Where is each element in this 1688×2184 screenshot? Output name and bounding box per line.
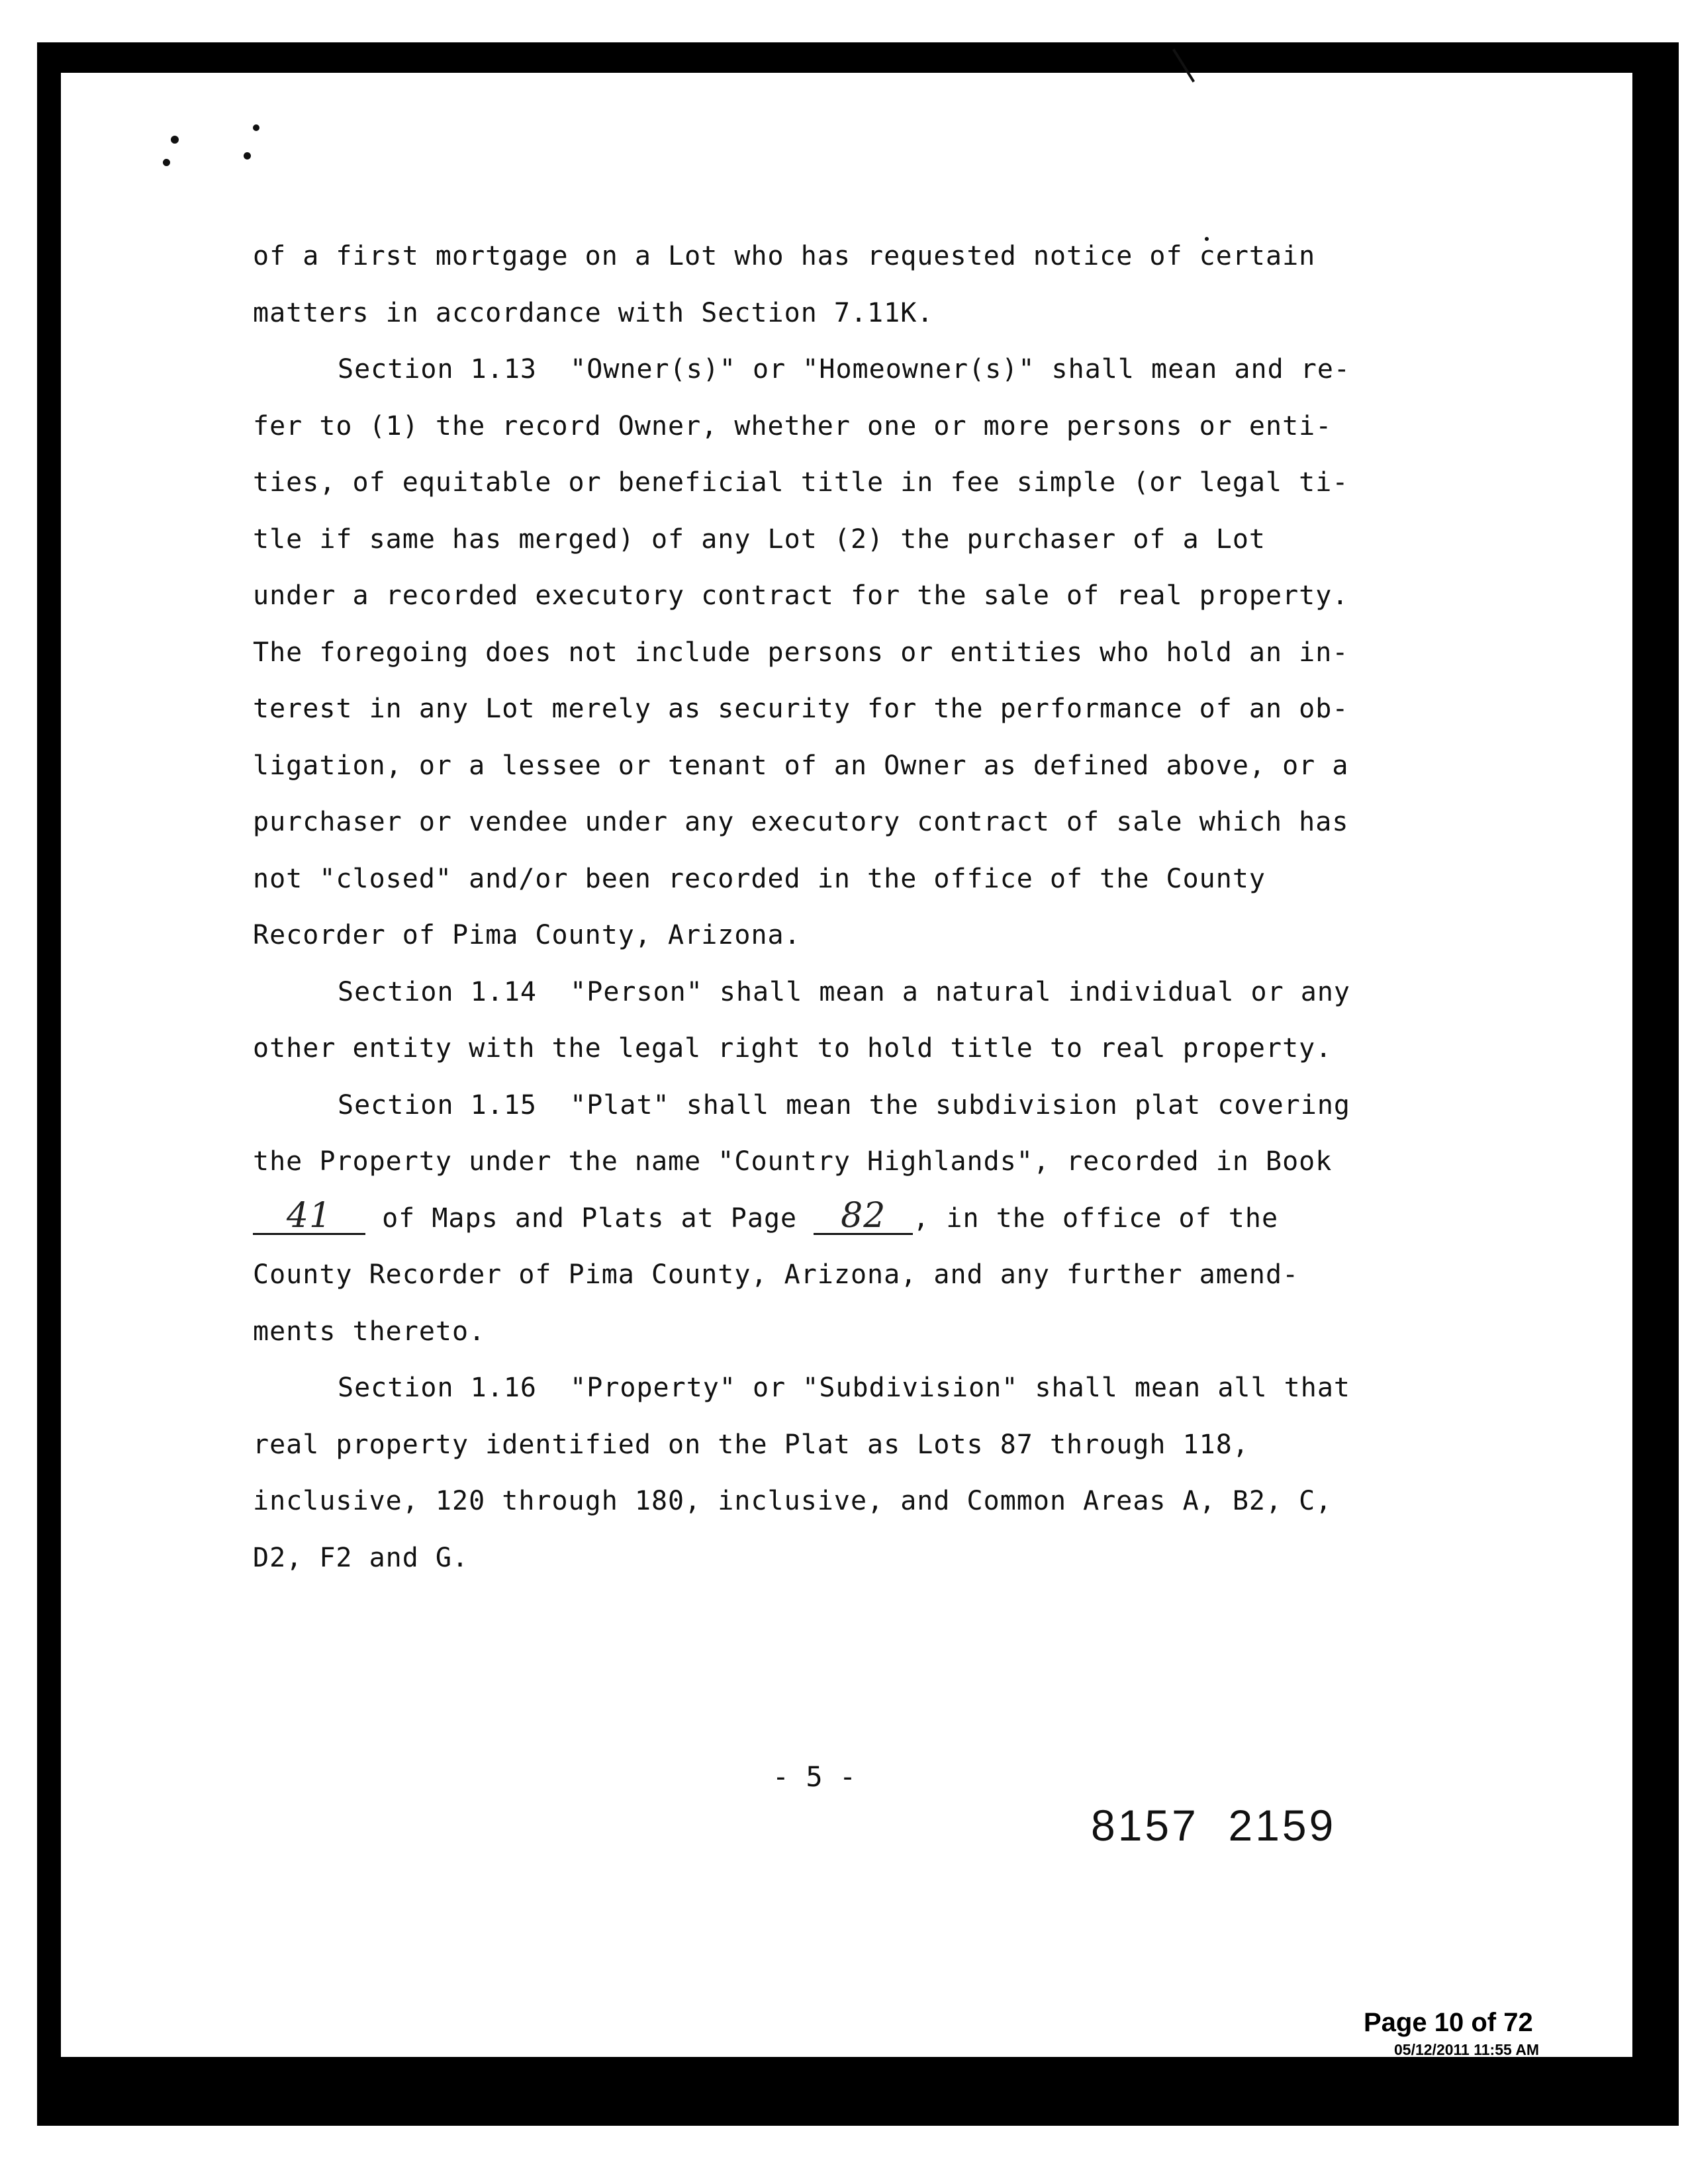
document-line: Section 1.16 "Property" or "Subdivision" shall mean all that [338,1373,1351,1403]
document-line: not "closed" and/or been recorded in the office of the County [253,863,1266,894]
recording-stamp: 8157 2159 [1091,1801,1336,1850]
document-line: of a first mortgage on a Lot who has requested notice of certain [253,241,1316,271]
plat-line-text: of Maps and Plats at Page [365,1203,814,1234]
scan-speck [253,124,259,131]
document-line: County Recorder of Pima County, Arizona, and any further amend- [253,1259,1299,1290]
document-line: matters in accordance with Section 7.11K. [253,297,934,328]
document-line: fer to (1) the record Owner, whether one or more persons or enti- [253,410,1333,441]
document-line: D2, F2 and G. [253,1542,469,1573]
document-line: inclusive, 120 through 180, inclusive, and Common Areas A, B2, C, [253,1486,1333,1516]
document-line: real property identified on the Plat as Lots 87 through 118, [253,1429,1249,1460]
handwritten-book-number: 41 [253,1199,365,1235]
document-body [253,228,1458,1586]
footer-page-label: Page 10 of 72 [1364,2008,1533,2037]
scan-speck [171,136,179,144]
document-line: ligation, or a lessee or tenant of an Owner as defined above, or a [253,750,1349,781]
document-line: The foregoing does not include persons or entities who hold an in- [253,637,1349,668]
page-number: - 5 - [772,1760,857,1793]
document-line: ments thereto. [253,1316,486,1347]
document-line: the Property under the name "Country Highlands", recorded in Book [253,1146,1333,1177]
footer-timestamp: 05/12/2011 11:55 AM [1394,2041,1540,2058]
scan-speck [163,159,170,166]
document-line: other entity with the legal right to hold title to real property. [253,1033,1333,1064]
document-line: Section 1.13 "Owner(s)" or "Homeowner(s)" shall mean and re- [338,354,1351,385]
document-line: Recorder of Pima County, Arizona. [253,920,801,950]
handwritten-page-number: 82 [814,1199,913,1235]
document-line: under a recorded executory contract for the sale of real property. [253,580,1349,611]
document-line: ties, of equitable or beneficial title in fee simple (or legal ti- [253,467,1349,498]
document-line: terest in any Lot merely as security for the performance of an ob- [253,694,1349,724]
document-line: purchaser or vendee under any executory contract of sale which has [253,807,1349,837]
plat-line-text-end: , in the office of the [913,1203,1279,1234]
document-line: Section 1.15 "Plat" shall mean the subdivision plat covering [338,1089,1351,1120]
document-line: tle if same has merged) of any Lot (2) the purchaser of a Lot [253,523,1266,555]
scan-speck [244,152,251,159]
plat-reference-line [253,1191,1458,1248]
document-line: Section 1.14 "Person" shall mean a natural individual or any [338,976,1351,1007]
